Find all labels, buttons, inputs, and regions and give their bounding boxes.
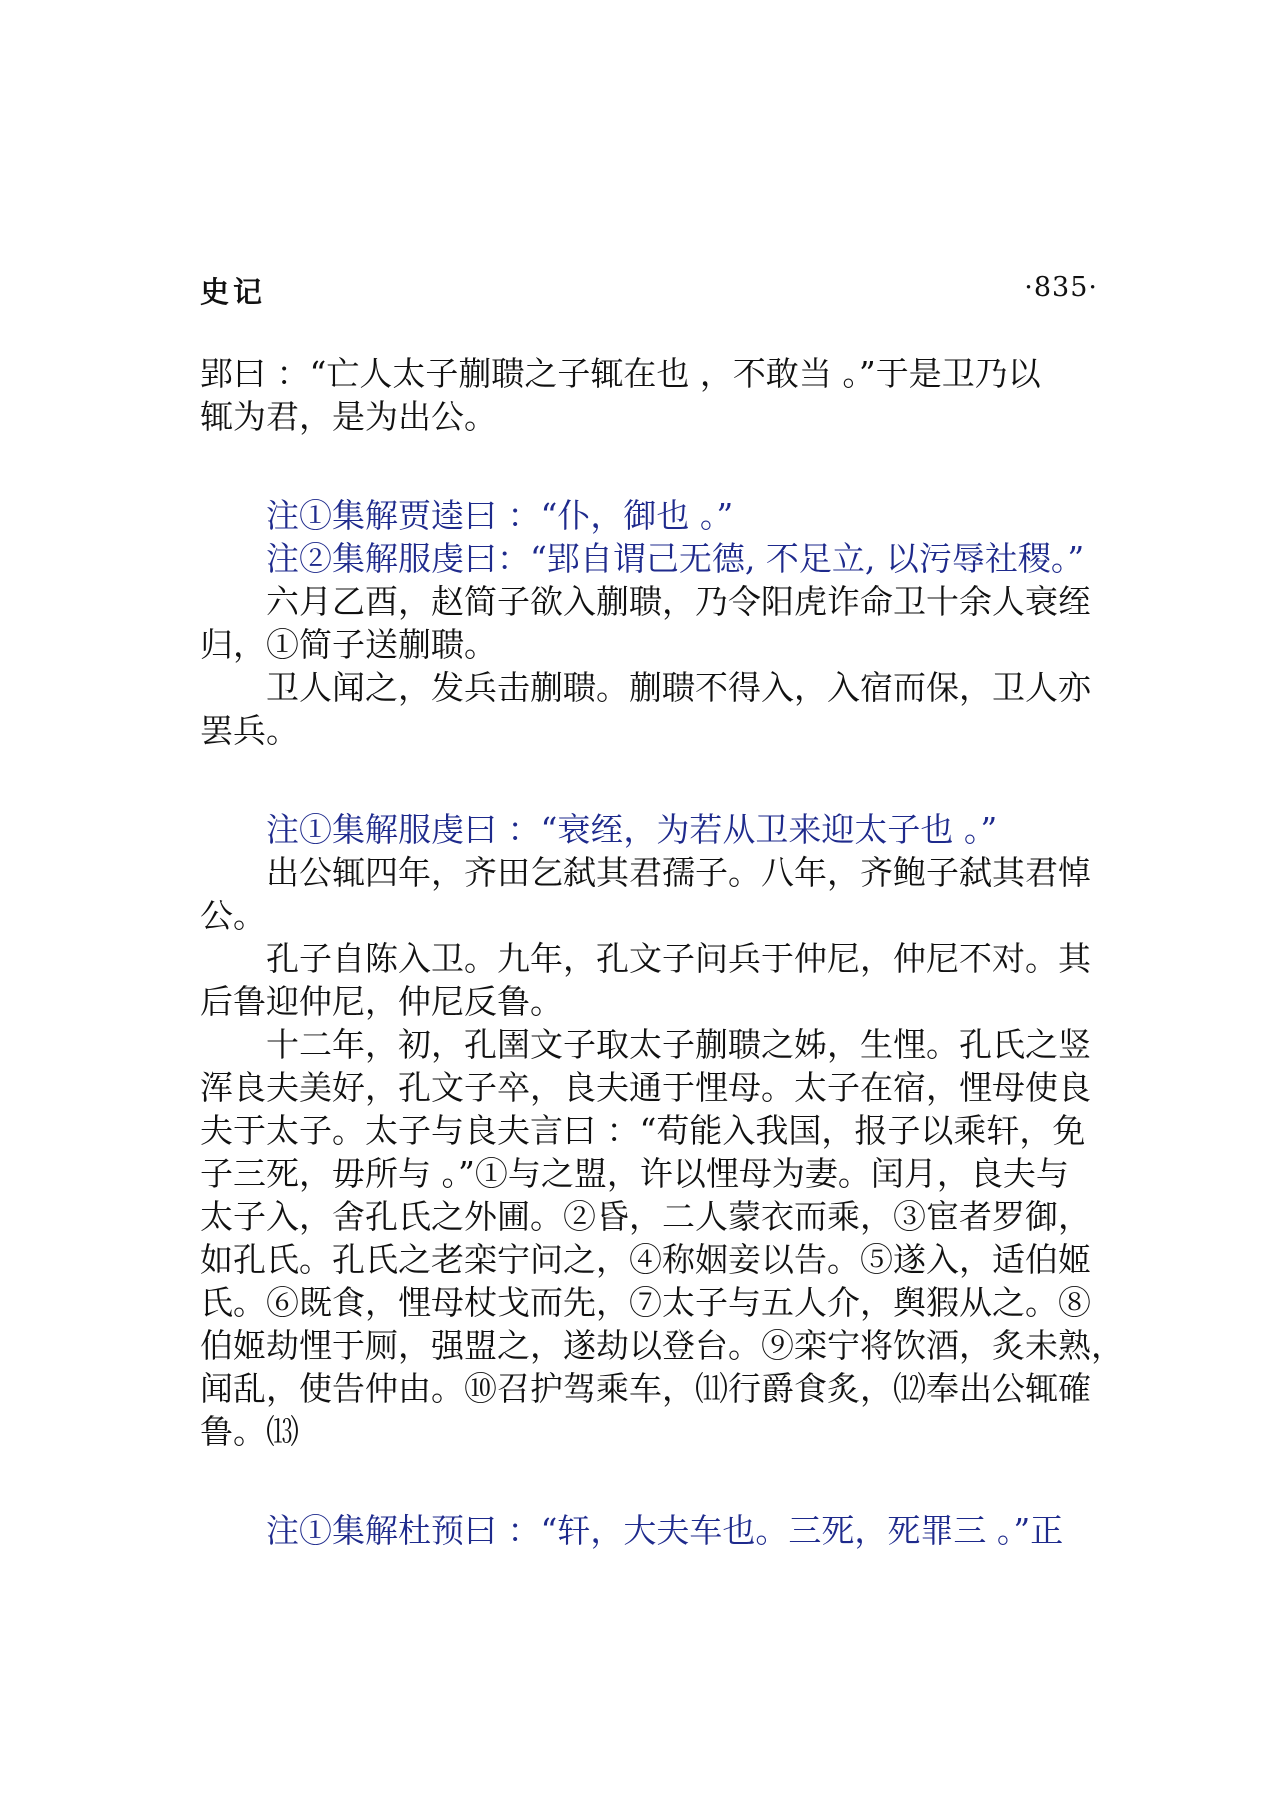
text-line: 辄为君，是为出公。 [200, 397, 497, 436]
text-line: 鲁。⒀ [200, 1412, 299, 1451]
annotation-note [200, 494, 1098, 580]
body-paragraph [200, 580, 1098, 666]
text-line: 孔子自陈入卫。九年，孔文子问兵于仲尼，仲尼不对。其 [266, 939, 1091, 978]
body-paragraph [200, 851, 1098, 937]
text-line: 氏。⑥既食，悝母杖戈而先，⑦太子与五人介，舆猳从之。⑧ [200, 1283, 1091, 1322]
text-line: 卫人闻之，发兵击蒯聩。蒯聩不得入，入宿而保，卫人亦 [266, 668, 1091, 707]
text-line: 浑良夫美好，孔文子卒，良夫通于悝母。太子在宿，悝母使良 [200, 1068, 1091, 1107]
note-line: 注①集解服虔曰 ：“衰绖，为若从卫来迎太子也 。” [266, 810, 998, 849]
annotation-note [200, 1509, 1098, 1552]
note-line: 注①集解杜预曰 ：“轩，大夫车也。三死，死罪三 。”正 [266, 1511, 1064, 1550]
page-number: ·835· [1024, 272, 1098, 303]
text-line: 六月乙酉，赵简子欲入蒯聩，乃令阳虎诈命卫十余人衰绖 [266, 582, 1091, 621]
text-line: 郢曰 ：“亡人太子蒯聩之子辄在也 ，不敢当 。”于是卫乃以 [200, 354, 1041, 393]
text-line: 伯姬劫悝于厕，强盟之，遂劫以登台。⑨栾宁将饮酒，炙未熟， [200, 1326, 1124, 1365]
text-line: 子三死，毋所与 。”①与之盟，许以悝母为妻。闰月，良夫与 [200, 1154, 1069, 1193]
annotation-note [200, 808, 1098, 851]
body-paragraph [200, 666, 1098, 752]
body-paragraph [200, 937, 1098, 1023]
text-line: 十二年，初，孔圉文子取太子蒯聩之姊，生悝。孔氏之竖 [266, 1025, 1091, 1064]
text-line: 归，①简子送蒯聩。 [200, 625, 497, 664]
page-body [200, 352, 1124, 1552]
text-line: 闻乱，使告仲由。⑩召护驾乘车，⑾行爵食炙，⑿奉出公辄確 [200, 1369, 1091, 1408]
text-line: 出公辄四年，齐田乞弑其君孺子。八年，齐鲍子弑其君悼 [266, 853, 1091, 892]
page-header [200, 270, 1098, 310]
text-line: 如孔氏。孔氏之老栾宁问之，④称姻妾以告。⑤遂入，适伯姬 [200, 1240, 1091, 1279]
block-gap [200, 438, 1098, 494]
note-line: 注②集解服虔曰：“郢自谓己无德, 不足立, 以污辱社稷。” [266, 539, 1085, 578]
block-gap [200, 752, 1098, 808]
book-title: 史记 [200, 275, 267, 309]
text-line: 夫于太子。太子与良夫言曰 ：“苟能入我国，报子以乘轩，免 [200, 1111, 1086, 1150]
text-line: 公。 [200, 896, 266, 935]
text-line: 后鲁迎仲尼，仲尼反鲁。 [200, 982, 563, 1021]
block-gap [200, 1453, 1098, 1509]
body-paragraph [200, 1023, 1124, 1453]
text-line: 罢兵。 [200, 711, 299, 750]
text-line: 太子入，舍孔氏之外圃。②昏，二人蒙衣而乘，③宦者罗御， [200, 1197, 1091, 1236]
body-paragraph [200, 352, 1098, 438]
note-line: 注①集解贾逵曰 ：“仆，御也 。” [266, 496, 734, 535]
